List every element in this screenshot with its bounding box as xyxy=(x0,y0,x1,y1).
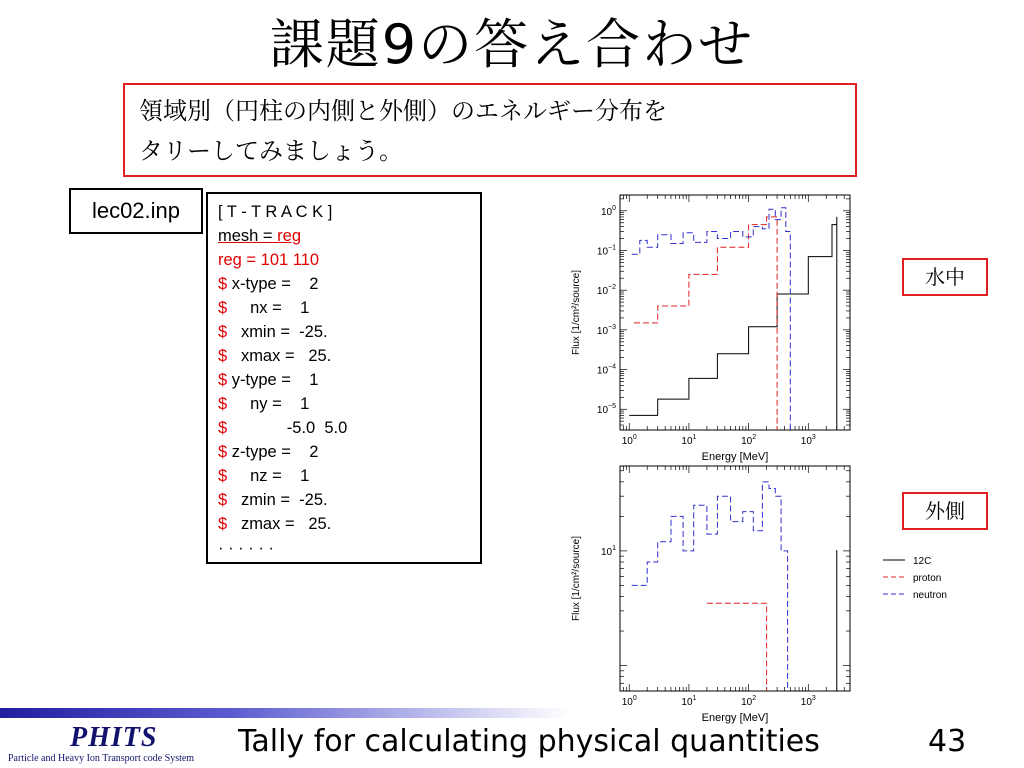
y-tick-label: $10^{-3}$ xyxy=(596,323,616,337)
slide-title: 課題9の答え合わせ xyxy=(269,13,755,76)
y-tick-label: $10^{-2}$ xyxy=(596,284,616,298)
y-tick-label: $10^{-1}$ xyxy=(596,244,616,258)
x-tick-label: $10^2$ xyxy=(741,695,757,708)
phits-logo-subtitle: Particle and Heavy Ion Transport code System xyxy=(8,753,195,764)
task-line-1: 領域別（円柱の内側と外側）のエネルギー分布を xyxy=(139,97,667,125)
x-tick-label: $10^1$ xyxy=(681,695,697,708)
code-line: · · · · · · xyxy=(218,539,274,557)
x-tick-label: $10^3$ xyxy=(800,695,816,708)
x-tick-label: $10^2$ xyxy=(741,434,757,447)
legend-label: 12C xyxy=(913,556,932,567)
y-tick-label: $10^0$ xyxy=(600,204,616,218)
x-tick-label: $10^0$ xyxy=(621,434,637,447)
series-12c-line xyxy=(836,551,837,691)
plot-frame xyxy=(620,195,850,430)
code-line: $ y-type = 1 xyxy=(218,371,319,389)
code-line: $ xmin = -25. xyxy=(218,323,328,341)
footer-title: Tally for calculating physical quantities xyxy=(238,724,820,759)
code-line: $ nz = 1 xyxy=(218,467,310,485)
y-axis-label: Flux [1/cm²/source] xyxy=(571,269,582,356)
code-line: $ x-type = 2 xyxy=(218,275,319,293)
x-axis-label: Energy [MeV] xyxy=(701,451,769,463)
series-12c-line xyxy=(629,217,837,430)
footer-divider xyxy=(0,708,570,718)
series-proton-line xyxy=(634,217,777,430)
task-line-2: タリーしてみましょう。 xyxy=(139,137,403,165)
x-tick-label: $10^1$ xyxy=(681,434,697,447)
x-tick-label: $10^3$ xyxy=(800,434,816,447)
legend-label: proton xyxy=(913,573,942,584)
chart-water xyxy=(565,187,895,465)
y-tick-label: $10^{-5}$ xyxy=(596,403,616,417)
code-line: $ ny = 1 xyxy=(218,395,310,413)
code-line: mesh = reg xyxy=(218,227,302,245)
phits-logo: PHITS xyxy=(70,722,158,753)
y-axis-label: Flux [1/cm²/source] xyxy=(571,535,582,622)
code-line: $ zmin = -25. xyxy=(218,491,328,509)
code-line: reg = 101 110 xyxy=(218,251,320,269)
task-description xyxy=(123,83,857,177)
page-number: 43 xyxy=(928,724,967,759)
code-line: $ -5.0 5.0 xyxy=(218,419,348,437)
code-line: $ z-type = 2 xyxy=(218,443,319,461)
series-neutron-line xyxy=(632,208,791,430)
region-tag-outer: 外側 xyxy=(902,492,988,530)
legend-label: neutron xyxy=(913,590,947,601)
code-line: $ zmax = 25. xyxy=(218,515,332,533)
input-file-label: lec02.inp xyxy=(69,188,203,234)
plot-frame xyxy=(620,466,850,691)
code-snippet xyxy=(206,192,482,564)
code-line: [ T - T R A C K ] xyxy=(218,203,333,221)
code-line: $ xmax = 25. xyxy=(218,347,332,365)
series-neutron-line xyxy=(632,482,788,691)
series-proton-line xyxy=(707,603,767,691)
x-tick-label: $10^0$ xyxy=(621,695,637,708)
code-line: $ nx = 1 xyxy=(218,299,310,317)
y-tick-label: $10^{-4}$ xyxy=(596,363,616,377)
region-tag-water: 水中 xyxy=(902,258,988,296)
x-axis-label: Energy [MeV] xyxy=(701,712,769,724)
y-tick-label: $10^1$ xyxy=(600,544,616,558)
